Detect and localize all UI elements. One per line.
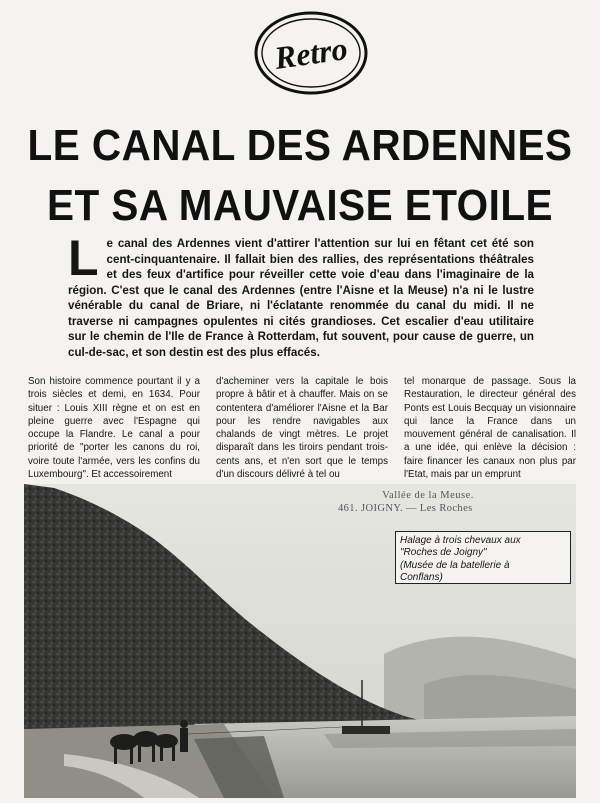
lead-text: e canal des Ardennes vient d'attirer l'attention sur lui en fêtant cet été son cent-cinquantenaire. Il fallait bien des rallies, des représentations théâtrales et des feux d'artifice pour réveiller cette voie d'eau dans l'imaginaire de la région. C'est que le canal des Ardennes (entre l'Aisne et la Meuse) n'a ni le lustre vénérable du canal de Briare, ni l'éclatante renommée du canal du midi. Il ne traverse ni campagnes opulentes ni cités grandioses. Cet escalier d'eau utilitaire sur le chemin de l'Ile de France à Rotterdam, fut souvent, pour cause de guerre, un cul-de-sac, et son destin est des plus effacés. (68, 237, 534, 359)
postcard-printed-caption (338, 489, 518, 515)
headline-line-2: ET SA MAUVAISE ETOILE (47, 181, 553, 230)
caption-line-3: (Musée de la batellerie à (400, 559, 510, 571)
photo-caption-box (395, 531, 571, 584)
drop-cap: L (68, 230, 99, 286)
column-1: Son histoire commence pourtant il y a trois siècles et demi, en 1634. Pour situer : Louis XIII règne et on est en pleine guerre avec l'Espagne qui occupe la Flandre. Le canal a pour priorité de "porter les canons du roi, voire toute l'armée, vers les confins du Luxembourg". Et accessoirement (28, 376, 200, 481)
headline-line-1: LE CANAL DES ARDENNES (27, 121, 573, 170)
postcard-caption-line-2: 461. JOIGNY. — Les Roches (338, 503, 473, 514)
postcard-caption-line-1: Vallée de la Meuse. (382, 490, 474, 501)
lead-paragraph (68, 230, 534, 360)
caption-line-1: Halage à trois chevaux aux (400, 535, 521, 546)
retro-section-badge (252, 8, 370, 98)
caption-line-4: Conflans) (400, 571, 443, 583)
column-3: tel monarque de passage. Sous la Restauration, le directeur général des Ponts est Louis Becquay un visionnaire qui lance la France dans un mouvement général de canalisation. Il a une idée, qui enlève la décision : faire financer les canaux non plus par l'Etat, mais par un emprunt (404, 376, 576, 481)
caption-line-2: "Roches de Joigny" (400, 547, 487, 559)
section-badge-label: Retro (272, 30, 350, 76)
article-columns (28, 375, 576, 485)
column-2: d'acheminer vers la capitale le bois propre à bâtir et à chauffer. Mais on se contentera d'améliorer l'Aisne et la Bar pour les rendre navigables aux chalands de vingt mètres. Le projet disparaît dans les tiroirs pendant trois-cents ans, et n'en sort que le temps d'un discours délivré à tel ou (216, 376, 388, 481)
